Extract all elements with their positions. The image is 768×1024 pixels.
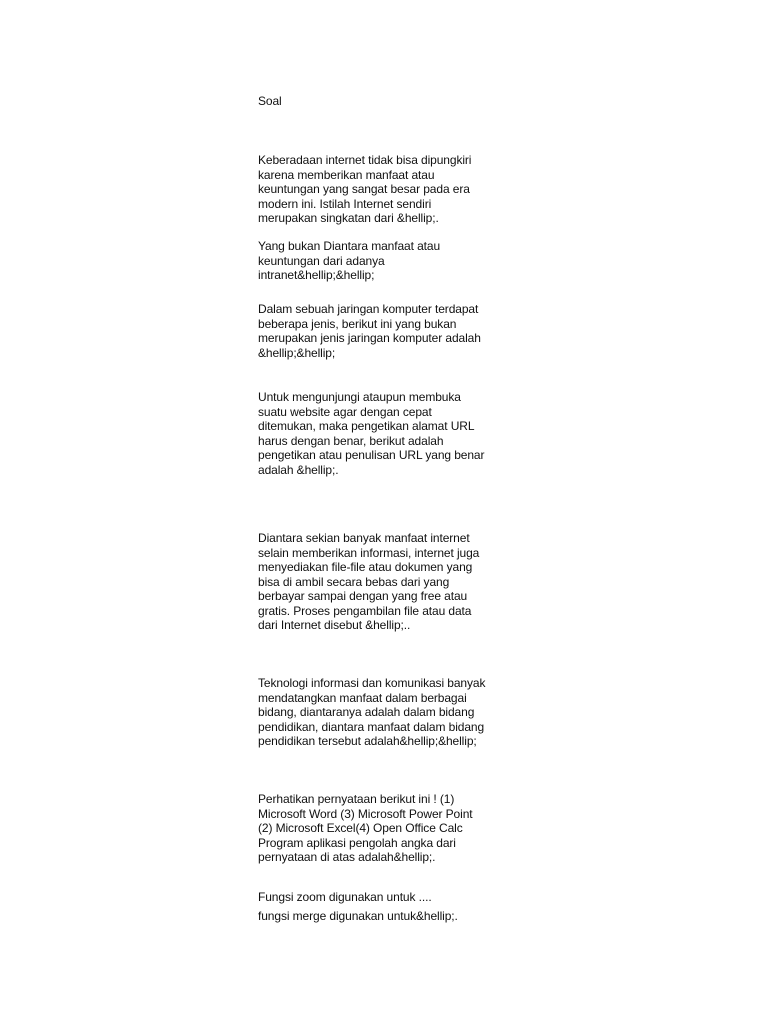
question-text: fungsi merge digunakan untuk&hellip;. bbox=[258, 909, 458, 923]
question-text: Yang bukan Diantara manfaat atau keuntungan dari adanya intranet&hellip;&hellip; bbox=[258, 239, 441, 282]
document-title: Soal bbox=[258, 94, 282, 108]
question-text: Keberadaan internet tidak bisa dipungkiri karena memberikan manfaat atau keuntungan yang sangat besar pada era modern ini. Istilah Internet sendiri merupakan singkatan dari &hellip;. bbox=[258, 153, 472, 225]
question-text: Untuk mengunjungi ataupun membuka suatu website agar dengan cepat ditemukan, maka pengetikan alamat URL harus dengan benar, berikut adalah pengetikan atau penulisan URL yang benar adalah &hellip;. bbox=[258, 390, 485, 477]
question-text: Diantara sekian banyak manfaat internet selain memberikan informasi, internet juga menyediakan file-file atau dokumen yang bisa di ambil secara bebas dari yang berbayar sampai dengan yang free atau gratis. Proses pengambilan file atau data dari Internet disebut &hellip;.. bbox=[258, 531, 480, 632]
question-text: Teknologi informasi dan komunikasi banyak mendatangkan manfaat dalam berbagai bidang, diantaranya adalah dalam bidang pendidikan, diantara manfaat dalam bidang pendidikan tersebut adalah&hellip;&hellip; bbox=[258, 676, 486, 748]
question-text: Perhatikan pernyataan berikut ini ! (1) Microsoft Word (3) Microsoft Power Point (2) Microsoft Excel(4) Open Office Calc Program aplikasi pengolah angka dari pernyataan di atas adalah&hellip;. bbox=[258, 792, 473, 864]
question-text: Dalam sebuah jaringan komputer terdapat beberapa jenis, berikut ini yang bukan merupakan jenis jaringan komputer adalah &hellip;&hellip; bbox=[258, 302, 481, 360]
question-text: Fungsi zoom digunakan untuk .... bbox=[258, 890, 432, 904]
